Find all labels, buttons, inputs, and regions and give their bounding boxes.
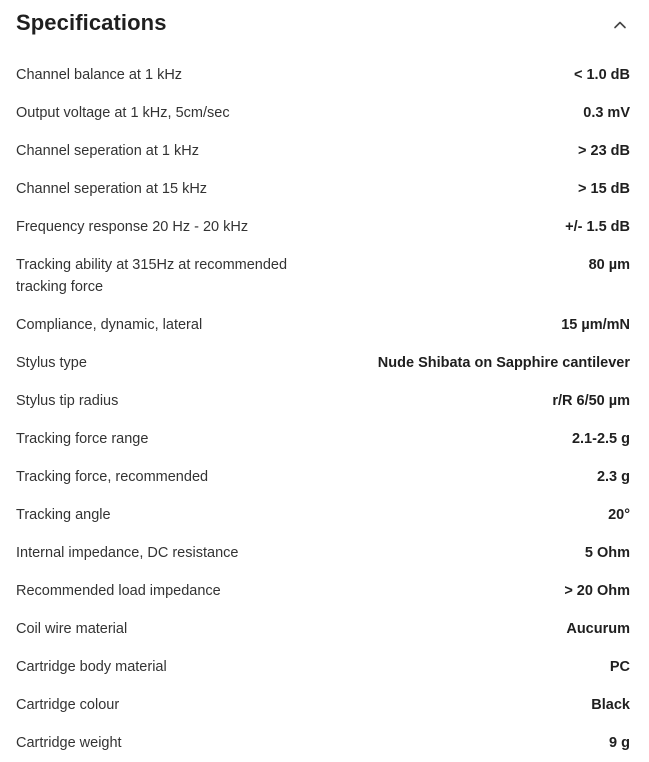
spec-value: Nude Shibata on Sapphire cantilever <box>377 355 630 371</box>
spec-row <box>0 686 649 724</box>
spec-row <box>0 382 649 420</box>
spec-value: 15 µm/mN <box>561 317 630 333</box>
specifications-header[interactable] <box>0 0 649 50</box>
spec-value: < 1.0 dB <box>573 67 630 83</box>
spec-label: Stylus type <box>16 355 87 371</box>
spec-label: Stylus tip radius <box>16 393 119 409</box>
spec-value: 20° <box>608 507 630 523</box>
spec-row <box>0 56 649 94</box>
spec-value: > 15 dB <box>578 181 630 197</box>
chevron-up-icon <box>613 18 627 32</box>
spec-value: r/R 6/50 µm <box>552 393 630 409</box>
spec-row <box>0 246 649 306</box>
spec-value: > 23 dB <box>578 143 630 159</box>
spec-value: 0.3 mV <box>583 105 630 121</box>
spec-label: Tracking ability at 315Hz at recommended tracking force <box>16 257 288 295</box>
spec-label: Cartridge weight <box>16 735 122 751</box>
spec-label: Channel seperation at 1 kHz <box>16 143 199 159</box>
spec-label: Tracking force, recommended <box>16 469 209 485</box>
spec-value: Black <box>591 697 630 713</box>
spec-row <box>0 572 649 610</box>
spec-value: Aucurum <box>566 621 630 637</box>
spec-label: Cartridge body material <box>16 659 167 675</box>
spec-label: Recommended load impedance <box>16 583 221 599</box>
spec-label: Compliance, dynamic, lateral <box>16 317 203 333</box>
spec-value: 5 Ohm <box>584 545 630 561</box>
spec-value: 80 µm <box>588 257 630 273</box>
spec-row <box>0 94 649 132</box>
spec-label: Frequency response 20 Hz - 20 kHz <box>16 219 249 235</box>
spec-label: Coil wire material <box>16 621 128 637</box>
spec-row <box>0 458 649 496</box>
spec-label: Internal impedance, DC resistance <box>16 545 239 561</box>
spec-label: Tracking angle <box>16 507 111 523</box>
spec-value: 2.1-2.5 g <box>571 431 630 447</box>
spec-value: +/- 1.5 dB <box>565 219 630 235</box>
spec-row <box>0 610 649 648</box>
spec-value: > 20 Ohm <box>564 583 630 599</box>
spec-row <box>0 132 649 170</box>
spec-value: PC <box>609 659 630 675</box>
spec-row <box>0 648 649 686</box>
spec-label: Channel seperation at 15 kHz <box>16 181 208 197</box>
section-title: Specifications <box>16 10 167 35</box>
spec-label: Tracking force range <box>16 431 149 447</box>
spec-value: 2.3 g <box>596 469 630 485</box>
spec-row <box>0 306 649 344</box>
spec-row <box>0 534 649 572</box>
spec-row <box>0 344 649 382</box>
spec-row <box>0 170 649 208</box>
spec-list <box>0 56 649 762</box>
spec-label: Output voltage at 1 kHz, 5cm/sec <box>16 105 230 121</box>
collapse-button[interactable] <box>606 12 634 38</box>
spec-row <box>0 724 649 762</box>
spec-row <box>0 496 649 534</box>
spec-value: 9 g <box>609 735 630 751</box>
spec-row <box>0 420 649 458</box>
spec-label: Channel balance at 1 kHz <box>16 67 183 83</box>
spec-row <box>0 208 649 246</box>
spec-label: Cartridge colour <box>16 697 120 713</box>
